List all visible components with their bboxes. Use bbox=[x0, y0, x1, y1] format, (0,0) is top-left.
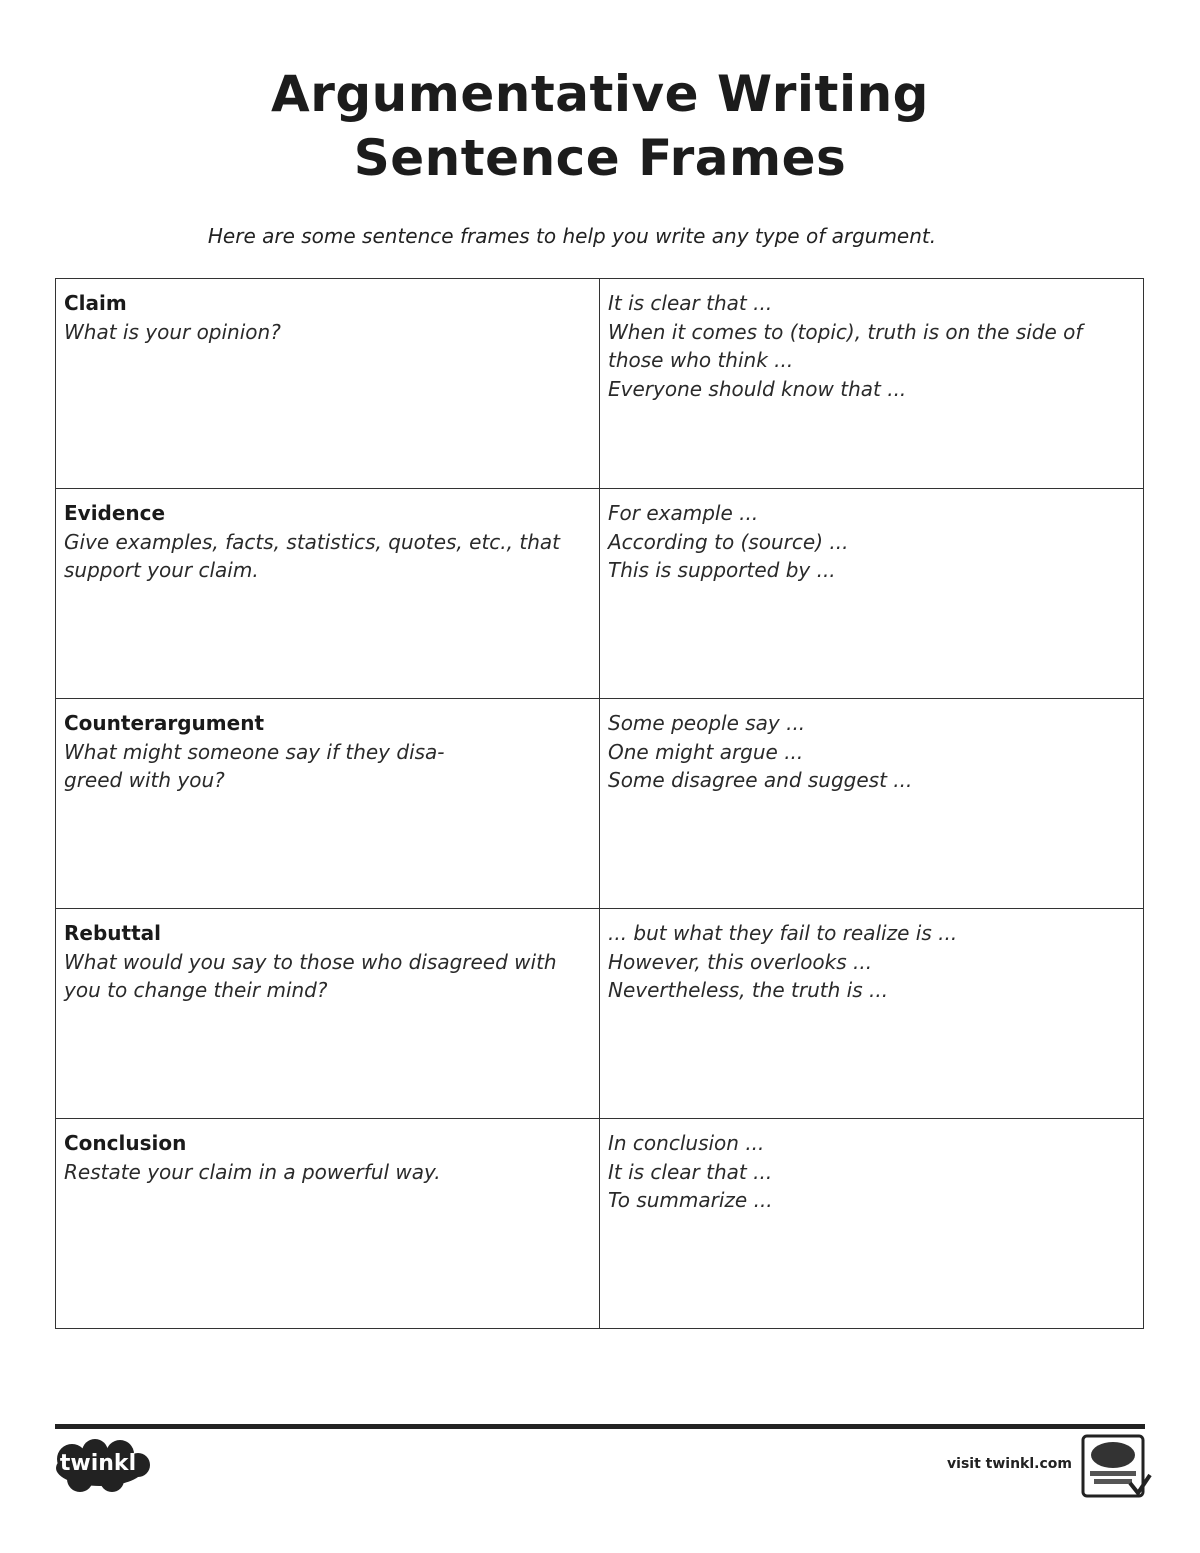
title-line-2: Sentence Frames bbox=[353, 129, 847, 187]
prompt-line: support your claim. bbox=[64, 558, 259, 582]
frame-line: To summarize ... bbox=[608, 1188, 773, 1212]
quality-badge-icon bbox=[1080, 1433, 1152, 1503]
visit-link[interactable]: visit twinkl.com bbox=[947, 1456, 1072, 1472]
frame-line: Some disagree and suggest ... bbox=[608, 768, 913, 792]
frame-line: When it comes to (topic), truth is on the side of bbox=[608, 319, 1083, 344]
prompt-line: What might someone say if they disa- bbox=[64, 739, 445, 764]
table-row-rebuttal bbox=[56, 909, 1144, 1119]
cell-rebuttal-frames bbox=[600, 909, 1144, 1119]
frame-line: One might argue ... bbox=[608, 739, 804, 764]
cell-counterargument-prompt bbox=[56, 699, 600, 909]
frame-line: ... but what they fail to realize is ... bbox=[608, 921, 958, 945]
prompt-line: Give examples, facts, statistics, quotes, etc., that bbox=[64, 529, 560, 554]
frame-line: This is supported by ... bbox=[608, 558, 836, 582]
cell-rebuttal-prompt bbox=[56, 909, 600, 1119]
table-row-claim bbox=[56, 279, 1144, 489]
table-row-counterargument bbox=[56, 699, 1144, 909]
cell-claim-frames bbox=[600, 279, 1144, 489]
frame-line: Some people say ... bbox=[608, 711, 806, 735]
prompt-line: What is your opinion? bbox=[64, 319, 281, 344]
sentence-frames-table bbox=[55, 278, 1144, 1329]
logo-text: twinkl bbox=[59, 1451, 137, 1476]
cell-evidence-frames bbox=[600, 489, 1144, 699]
frame-line: In conclusion ... bbox=[608, 1131, 765, 1155]
prompt-line: Restate your claim in a powerful way. bbox=[64, 1159, 441, 1184]
approved-badge-icon bbox=[1080, 1433, 1152, 1503]
cell-conclusion-frames bbox=[600, 1119, 1144, 1329]
frame-line: According to (source) ... bbox=[608, 529, 849, 554]
cell-counterargument-frames bbox=[600, 699, 1144, 909]
cell-evidence-prompt bbox=[56, 489, 600, 699]
row-heading: Rebuttal bbox=[64, 921, 161, 945]
row-heading: Evidence bbox=[64, 501, 166, 525]
frame-line: Everyone should know that ... bbox=[608, 376, 907, 401]
table-row-evidence bbox=[56, 489, 1144, 699]
row-heading: Claim bbox=[64, 291, 127, 315]
cell-conclusion-prompt bbox=[56, 1119, 600, 1329]
row-heading: Conclusion bbox=[64, 1131, 187, 1155]
page-subtitle: Here are some sentence frames to help you write any type of argument. bbox=[207, 224, 937, 248]
page-title bbox=[0, 62, 1200, 190]
frame-line: However, this overlooks ... bbox=[608, 949, 873, 974]
frame-line: those who think ... bbox=[608, 348, 794, 372]
twinkl-logo-icon[interactable] bbox=[50, 1437, 154, 1495]
frame-line: Nevertheless, the truth is ... bbox=[608, 978, 889, 1002]
prompt-line: What would you say to those who disagreed with bbox=[64, 949, 557, 974]
frame-line: For example ... bbox=[608, 501, 759, 525]
cell-claim-prompt bbox=[56, 279, 600, 489]
frame-line: It is clear that ... bbox=[608, 1159, 773, 1184]
frame-line: It is clear that ... bbox=[608, 291, 773, 315]
prompt-line: greed with you? bbox=[64, 768, 225, 792]
footer-divider bbox=[55, 1424, 1145, 1429]
title-line-1: Argumentative Writing bbox=[271, 65, 929, 123]
table-row-conclusion bbox=[56, 1119, 1144, 1329]
row-heading: Counterargument bbox=[64, 711, 264, 735]
prompt-line: you to change their mind? bbox=[64, 978, 328, 1002]
